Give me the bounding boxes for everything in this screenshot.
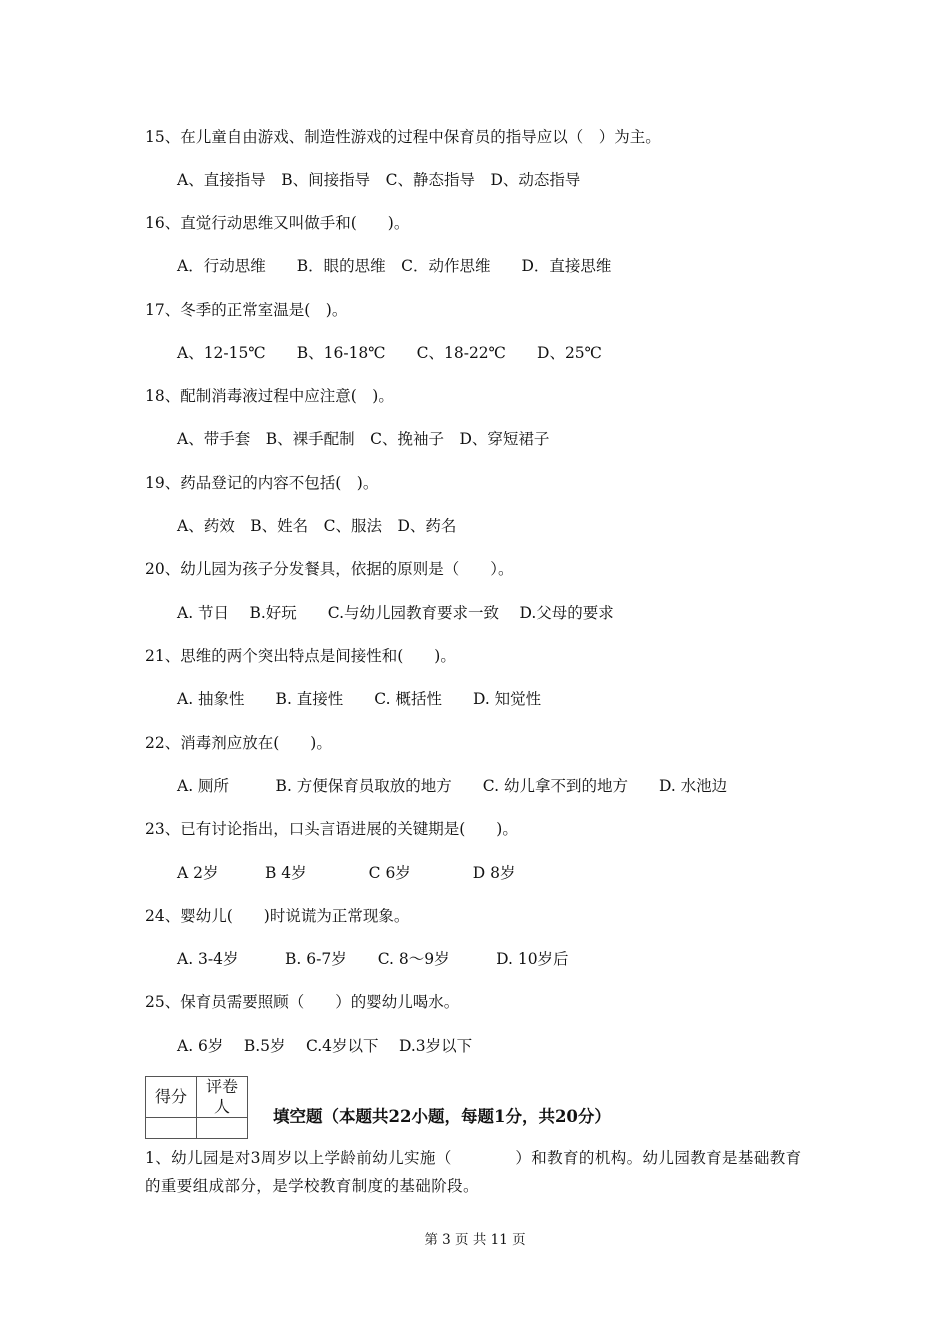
question-options: A. 3-4岁 B. 6-7岁 C. 8～9岁 D. 10岁后 <box>177 950 569 968</box>
question-options: A 2岁 B 4岁 C 6岁 D 8岁 <box>177 864 516 882</box>
question-text: 24、婴幼儿( )时说谎为正常现象。 <box>145 907 410 925</box>
score-table <box>145 1076 248 1139</box>
grader-header: 评卷人 <box>197 1077 248 1118</box>
question-text: 16、直觉行动思维又叫做手和( )。 <box>145 214 410 232</box>
question-options: A. 6岁 B.5岁 C.4岁以下 D.3岁以下 <box>177 1037 473 1055</box>
question-text: 20、幼儿园为孩子分发餐具，依据的原则是（ ）。 <box>145 560 514 578</box>
question-text: 22、消毒剂应放在( )。 <box>145 734 332 752</box>
question-options: A、12-15℃ B、16-18℃ C、18-22℃ D、25℃ <box>177 344 603 362</box>
question-options: A、药效 B、姓名 C、服法 D、药名 <box>177 517 457 535</box>
score-cell <box>146 1118 197 1139</box>
grader-cell <box>197 1118 248 1139</box>
question-text: 23、已有讨论指出，口头言语进展的关键期是( )。 <box>145 820 518 838</box>
question-text: 21、思维的两个突出特点是间接性和( )。 <box>145 647 456 665</box>
page-footer: 第 3 页 共 11 页 <box>424 1232 526 1248</box>
question-text: 25、保育员需要照顾（ ）的婴幼儿喝水。 <box>145 993 460 1011</box>
question-options: A、直接指导 B、间接指导 C、静态指导 D、动态指导 <box>177 171 581 189</box>
question-options: A. 厕所 B. 方便保育员取放的地方 C. 幼儿拿不到的地方 D. 水池边 <box>177 777 728 795</box>
question-options: A．行动思维 B．眼的思维 C．动作思维 D．直接思维 <box>177 257 612 275</box>
question-text: 17、冬季的正常室温是( )。 <box>145 301 348 319</box>
question-options: A、带手套 B、裸手配制 C、挽袖子 D、穿短裙子 <box>177 430 550 448</box>
question-options: A. 抽象性 B. 直接性 C. 概括性 D. 知觉性 <box>177 690 542 708</box>
question-options: A. 节日 B.好玩 C.与幼儿园教育要求一致 D.父母的要求 <box>177 604 614 622</box>
score-header: 得分 <box>146 1077 197 1118</box>
question-text: 15、在儿童自由游戏、制造性游戏的过程中保育员的指导应以（ ）为主。 <box>145 128 661 146</box>
question-text: 18、配制消毒液过程中应注意( )。 <box>145 387 394 405</box>
fill-blank-question-1: 1、幼儿园是对3周岁以上学龄前幼儿实施（ ）和教育的机构。幼儿园教育是基础教育的重要组成部分，是学校教育制度的基础阶段。 <box>145 1149 802 1195</box>
question-text: 19、药品登记的内容不包括( )。 <box>145 474 379 492</box>
section-title: 填空题（本题共22小题，每题1分，共20分） <box>273 1107 611 1126</box>
